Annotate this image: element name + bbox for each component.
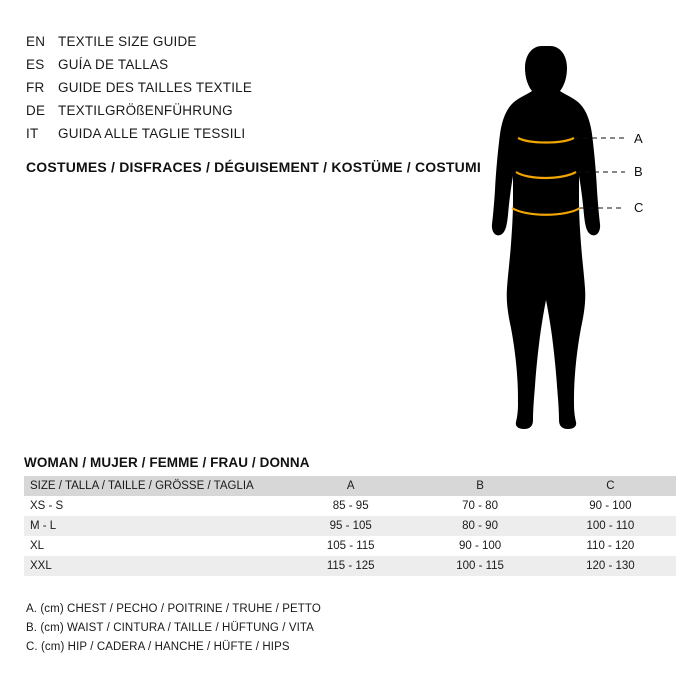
table-header-a: A <box>346 480 355 492</box>
table-header-b: B <box>476 480 484 492</box>
row-size: XL <box>30 540 45 552</box>
row-waist: 90 - 100 <box>458 540 502 552</box>
row-waist: 100 - 115 <box>456 560 504 572</box>
language-code: DE <box>26 103 46 118</box>
measure-label-a: A <box>634 131 643 146</box>
language-row-en <box>26 34 456 57</box>
row-size: XS - S <box>30 500 64 512</box>
language-list <box>26 34 456 149</box>
language-text: GUIDA ALLE TAGLIE TESSILI <box>58 126 246 141</box>
legend-row-a: A. (cm) CHEST / PECHO / POITRINE / TRUHE / PETTO <box>26 603 321 615</box>
row-hip: 90 - 100 <box>589 500 632 512</box>
table-row <box>24 536 676 556</box>
language-code: ES <box>26 57 45 72</box>
table-row <box>24 556 676 576</box>
row-size: M - L <box>30 520 57 532</box>
row-hip: 120 - 130 <box>586 560 635 572</box>
language-row-fr <box>26 80 456 103</box>
row-waist: 70 - 80 <box>462 500 498 512</box>
table-header-size: SIZE / TALLA / TAILLE / GRÖSSE / TAGLIA <box>30 480 254 492</box>
row-hip: 100 - 110 <box>586 520 635 532</box>
row-waist: 80 - 90 <box>462 520 498 532</box>
legend-row-c: C. (cm) HIP / CADERA / HANCHE / HÜFTE / HIPS <box>26 641 290 653</box>
row-chest: 85 - 95 <box>332 500 369 512</box>
size-table <box>24 476 676 576</box>
table-header-c: C <box>606 480 615 492</box>
language-row-it <box>26 126 456 149</box>
table-header-row <box>24 476 676 496</box>
table-row <box>24 516 676 536</box>
row-size: XXL <box>30 560 52 572</box>
row-chest: 105 - 115 <box>326 540 375 552</box>
size-table-section <box>24 455 676 576</box>
language-code: EN <box>26 34 46 49</box>
measure-label-b: B <box>634 164 643 179</box>
row-hip: 110 - 120 <box>586 540 635 552</box>
table-row <box>24 496 676 516</box>
language-text: GUÍA DE TALLAS <box>58 57 169 72</box>
language-text: TEXTILGRÖßENFÜHRUNG <box>58 103 233 118</box>
measure-label-c: C <box>634 200 644 215</box>
legend-row-b: B. (cm) WAIST / CINTURA / TAILLE / HÜFTUNG / VITA <box>26 622 314 634</box>
female-silhouette-figure <box>470 30 680 440</box>
row-chest: 115 - 125 <box>326 560 375 572</box>
language-row-es <box>26 57 456 80</box>
silhouette-icon <box>470 30 680 440</box>
language-code: FR <box>26 80 45 95</box>
table-title: WOMAN / MUJER / FEMME / FRAU / DONNA <box>24 455 310 470</box>
measurement-legend <box>26 600 321 657</box>
language-code: IT <box>26 126 39 141</box>
language-text: GUIDE DES TAILLES TEXTILE <box>58 80 253 95</box>
costumes-heading: COSTUMES / DISFRACES / DÉGUISEMENT / KOSTÜME / COSTUMI <box>26 159 481 175</box>
row-chest: 95 - 105 <box>329 520 372 532</box>
language-row-de <box>26 103 456 126</box>
language-text: TEXTILE SIZE GUIDE <box>58 34 197 49</box>
